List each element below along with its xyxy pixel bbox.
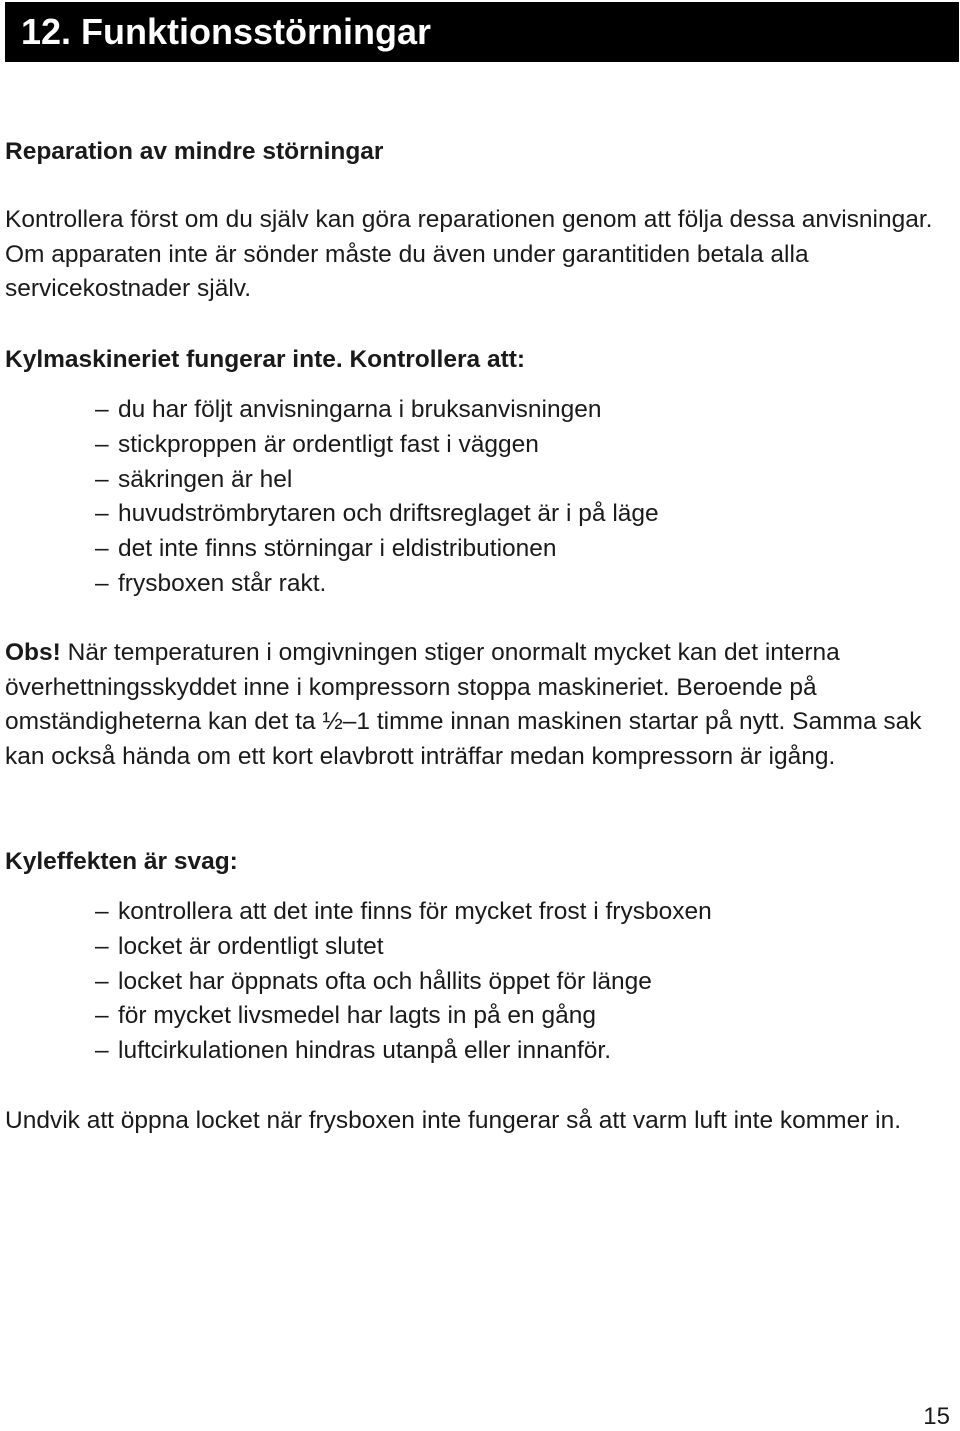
dash-bullet: – [95, 535, 109, 563]
dash-bullet: – [95, 500, 109, 528]
dash-bullet: – [95, 932, 109, 960]
dash-bullet: – [95, 569, 109, 597]
list-item: – du har följt anvisningarna i bruksanvisningen [95, 393, 659, 428]
note-text: När temperaturen i omgivningen stiger onormalt mycket kan det interna överhettningsskyddet inne i kompressorn stoppa maskineriet. Beroende på omständigheterna kan det ta ½–1 timme innan maskinen startar på nytt. Samma sak kan också hända om ett kort elavbrott inträffar medan kompressorn är igång. [5, 639, 922, 771]
list-item: – luftcirkulationen hindras utanpå eller innanför. [95, 1034, 712, 1069]
dash-bullet: – [95, 1037, 109, 1065]
dash-bullet: – [95, 898, 109, 925]
note-label: Obs! [5, 639, 61, 666]
dash-bullet: – [95, 430, 109, 458]
list-item: – det inte finns störningar i eldistributionen [95, 532, 659, 567]
closing-paragraph: Undvik att öppna locket när frysboxen inte fungerar så att varm luft inte kommer in. [5, 1107, 902, 1134]
intro-paragraph: Kontrollera först om du själv kan göra reparationen genom att följa dessa anvisningar. Om apparaten inte är sönder måste du även under garantitiden betala alla servicekostnader själv. [5, 206, 933, 303]
list-item: – frysboxen står rakt. [95, 567, 659, 602]
list-item: – säkringen är hel [95, 463, 659, 498]
check-list [95, 393, 659, 602]
list-item: – huvudströmbrytaren och driftsreglaget är i på läge [95, 497, 659, 532]
list-item: – stickproppen är ordentligt fast i väggen [95, 428, 659, 463]
note-paragraph [5, 636, 955, 775]
chapter-title-bar [5, 2, 959, 62]
list-item: – locket är ordentligt slutet [95, 930, 712, 965]
list-item: – för mycket livsmedel har lagts in på en gång [95, 999, 712, 1034]
dash-bullet: – [95, 1002, 109, 1030]
dash-bullet: – [95, 396, 109, 423]
cooling-check-list [95, 895, 712, 1069]
list-item: – locket har öppnats ofta och hållits öppet för länge [95, 965, 712, 1000]
chapter-title: 12. Funktionsstörningar [21, 11, 432, 52]
page-number: 15 [923, 1403, 950, 1430]
list-item: – kontrollera att det inte finns för mycket frost i frysboxen [95, 895, 712, 930]
section-heading-cooling: Kyleffekten är svag: [5, 848, 238, 875]
section-heading-repair: Reparation av mindre störningar [5, 138, 384, 165]
dash-bullet: – [95, 967, 109, 995]
section-lead-machinery: Kylmaskineriet fungerar inte. Kontrollera att: [5, 346, 526, 373]
dash-bullet: – [95, 465, 109, 493]
